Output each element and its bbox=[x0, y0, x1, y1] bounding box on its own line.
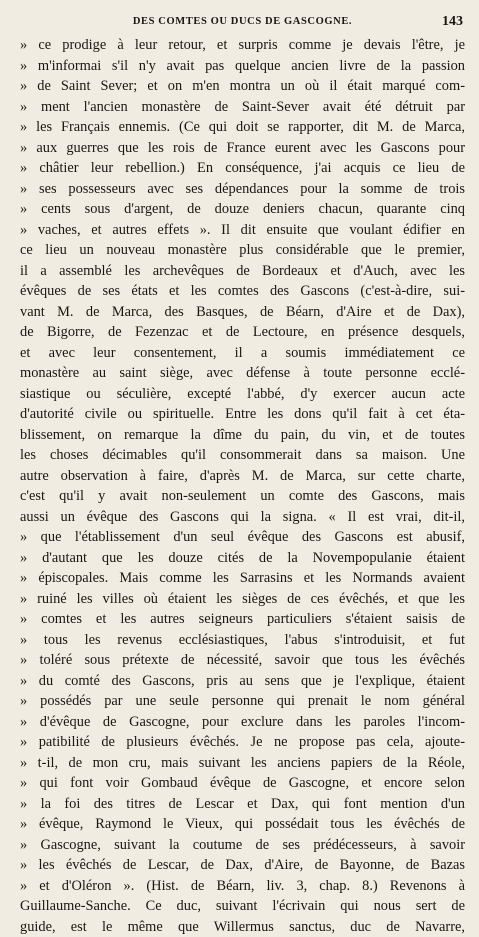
text-line: » les évêchés de Lescar, de Dax, d'Aire, de Bayonne, de Bazas bbox=[20, 855, 465, 876]
text-line: » d'autant que les douze cités de la Novempopulanie étaient bbox=[20, 548, 465, 569]
text-line: » évêque, Raymond le Vieux, qui possédait tous les évêchés de bbox=[20, 814, 465, 835]
text-line: siastique ou séculière, excepté l'abbé, d'y exercer aucun acte bbox=[20, 384, 465, 405]
body-text bbox=[20, 35, 465, 937]
text-line: » Gascogne, suivant la coutume de ses prédécesseurs, à savoir bbox=[20, 835, 465, 856]
text-line: » ce prodige à leur retour, et surpris comme je devais l'être, je bbox=[20, 35, 465, 56]
text-line: » qui font voir Gombaud évêque de Gascogne, et encore selon bbox=[20, 773, 465, 794]
text-line: guide, est le même que Willermus sanctus, duc de Navarre, bbox=[20, 917, 465, 937]
running-head bbox=[20, 12, 465, 32]
text-line: » épiscopales. Mais comme les Sarrasins et les Normands avaient bbox=[20, 568, 465, 589]
text-line: » la foi des titres de Lescar et Dax, qui font mention d'un bbox=[20, 794, 465, 815]
text-line: » et d'Oléron ». (Hist. de Béarn, liv. 3, chap. 8.) Revenons à bbox=[20, 876, 465, 897]
text-line: » comtes et les autres seigneurs particuliers s'étaient saisis de bbox=[20, 609, 465, 630]
text-line: monastère au saint siège, avec défense à toute personne ecclé- bbox=[20, 363, 465, 384]
text-line: ce lieu un nouveau monastère plus considérable que le premier, bbox=[20, 240, 465, 261]
text-line: » vaches, et autres effets ». Il dit ensuite que voulant édifier en bbox=[20, 220, 465, 241]
text-line: il a assemblé les archevêques de Bordeaux et d'Auch, avec les bbox=[20, 261, 465, 282]
text-line: vant M. de Marca, des Basques, de Béarn, d'Aire et de Dax), bbox=[20, 302, 465, 323]
text-line: c'est qu'il y avait non-seulement un comte des Gascons, mais bbox=[20, 486, 465, 507]
text-line: » de Saint Sever; et on m'en montra un où il était marqué com- bbox=[20, 76, 465, 97]
text-line: » d'évêque de Gascogne, pour exclure dans les paroles l'incom- bbox=[20, 712, 465, 733]
text-line: les choses décimables qu'il consommerait dans sa maison. Une bbox=[20, 445, 465, 466]
text-line: évêques de ses états et les comtes des Gascons (c'est-à-dire, sui- bbox=[20, 281, 465, 302]
text-line: » patibilité de plusieurs évêchés. Je ne propose pas cela, ajoute- bbox=[20, 732, 465, 753]
running-title: DES COMTES OU DUCS DE GASCOGNE. bbox=[133, 12, 352, 32]
text-line: d'autorité civile ou spirituelle. Entre les dons qu'il fait à cet éta- bbox=[20, 404, 465, 425]
text-line: autre observation à faire, d'après M. de Marca, sur cette charte, bbox=[20, 466, 465, 487]
text-line: aussi un évêque des Gascons qui la signa. « Il est vrai, dit-il, bbox=[20, 507, 465, 528]
text-line: » les Français ennemis. (Ce qui doit se rapporter, dit M. de Marca, bbox=[20, 117, 465, 138]
text-line: » toléré sous prétexte de nécessité, savoir que tous les évêchés bbox=[20, 650, 465, 671]
text-line: » châtier leur rebellion.) En conséquence, j'ai acquis ce lieu de bbox=[20, 158, 465, 179]
text-line: » m'informai s'il n'y avait pas quelque ancien livre de la passion bbox=[20, 56, 465, 77]
text-line: » du comté des Gascons, pris au sens que je l'explique, étaient bbox=[20, 671, 465, 692]
text-line: » ruiné les villes où étaient les sièges de ces évêchés, et que les bbox=[20, 589, 465, 610]
text-line: » que l'établissement d'un seul évêque des Gascons est abusif, bbox=[20, 527, 465, 548]
text-line: de Bigorre, de Fezenzac et de Lectoure, en présence desquels, bbox=[20, 322, 465, 343]
text-line: » cents sous d'argent, de douze deniers chacun, quarante cinq bbox=[20, 199, 465, 220]
text-line: » ment l'ancien monastère de Saint-Sever avait été détruit par bbox=[20, 97, 465, 118]
page-number: 143 bbox=[442, 12, 463, 32]
text-line: » t-il, de mon cru, mais suivant les anciens papiers de la Réole, bbox=[20, 753, 465, 774]
text-line: Guillaume-Sanche. Ce duc, suivant l'écrivain qui nous sert de bbox=[20, 896, 465, 917]
text-line: » tous les revenus ecclésiastiques, l'abus s'introduisit, et fut bbox=[20, 630, 465, 651]
text-line: » possédés par une seule personne qui prenait le nom général bbox=[20, 691, 465, 712]
text-line: » ses possesseurs avec ses dépendances pour la somme de trois bbox=[20, 179, 465, 200]
text-line: blissement, on remarque la dîme du pain, du vin, et de toutes bbox=[20, 425, 465, 446]
text-line: » aux guerres que les rois de France eurent avec les Gascons pour bbox=[20, 138, 465, 159]
text-line: et avec leur consentement, il a soumis immédiatement ce bbox=[20, 343, 465, 364]
